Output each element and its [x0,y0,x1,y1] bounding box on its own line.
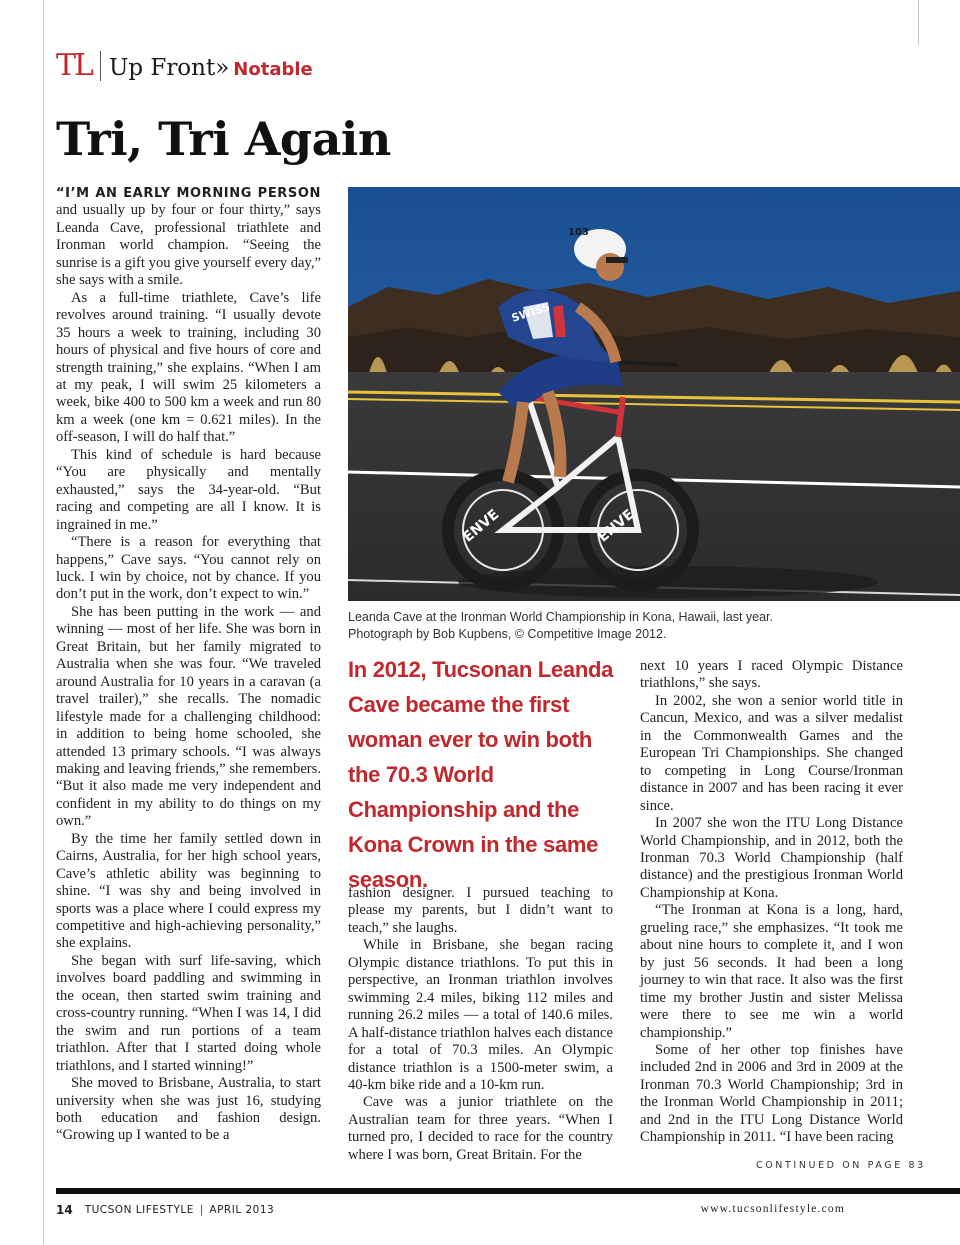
body-paragraph: By the time her family settled down in Cairns, Australia, for her high school years, Cave’s athletic ability was beginning to shine. “I was shy and being involved in sports was a place where I could express my competitive and high-achieving personality,” she explains. [56,830,321,952]
body-paragraph: “I’M AN EARLY MORNING PERSON and usually up by four or four thirty,” says Leanda Cave, professional triathlete and Ironman world champion. “Seeing the sunrise is a gift you give yourself every day,” she says with a smile. [56,186,321,289]
tl-logo: TL [56,48,92,83]
caption-line: Leanda Cave at the Ironman World Championship in Kona, Hawaii, last year. [348,610,774,624]
body-column-1 [56,185,321,1170]
footer-rule [56,1188,960,1194]
bib-text: 103 [568,227,589,238]
body-column-2 [348,885,613,1170]
lead-in: “I’M AN EARLY MORNING PERSON [56,186,321,201]
website-url: www.tucsonlifestyle.com [700,1203,845,1215]
article-headline: Tri, Tri Again [56,112,391,166]
page-binding-line [43,0,44,1245]
body-paragraph: In 2007 she won the ITU Long Distance World Championship, and in 2012, both the Ironman 70.3 World Championship (half distance) and the prestigious Ironman World Championship at Kona. [640,815,903,901]
publication-name: TUCSON LIFESTYLE [84,1204,194,1216]
body-paragraph: She has been putting in the work — and winning — most of her life. She was born in Great Britain, but her family migrated to Australia when she was four. “We traveled around Australia for 10 years in a caravan (a travel trailer),” she recalls. The nomadic lifestyle made for a challenging childhood: in addition to being home schooled, she attended 13 primary schools. “I was always making and leaving friends,” she remembers. “But it also made me very independent and confident in my ability to do things on my own.” [56,603,321,830]
cyclist-illustration [348,187,960,601]
svg-text:ENVE: ENVE [595,506,638,546]
body-paragraph: “There is a reason for everything that happens,” Cave says. “You cannot rely on luck. I win by choice, not by chance. If you don’t put in the work, don’t expect to win.” [56,534,321,603]
cyclist-photo [348,187,960,601]
wheel-text: ENVE [460,506,503,546]
body-paragraph: next 10 years I raced Olympic Distance triathlons,” she says. [640,658,903,692]
jersey-text: SWISS [509,300,552,325]
body-paragraph: She began with surf life-saving, which involves board paddling and swimming in the ocean, then started swim training and cross-country running. “When I was 14, I did the swim and run portions of a team triathlon. After that I started doing whole triathlons, and I started winning!” [56,952,321,1074]
header-divider [100,51,101,81]
page-footer [56,1203,274,1217]
photo-credit: Photograph by Bob Kupbens, © Competitive Image 2012. [348,627,667,641]
body-paragraph: In 2002, she won a senior world title in Cancun, Mexico, and was a silver medalist in the Commonwealth Games and the European Tri Championships. She changed to competing in Long Course/Ironman distance in 2007 and has been racing it ever since. [640,692,903,814]
page-binding-line-right [918,0,919,45]
body-paragraph: As a full-time triathlete, Cave’s life revolves around training. “I usually devote 35 hours a week to training, including 30 hours of physical and five hours of core and strength training,” she explains. “When I am at my peak, I will swim 25 kilometers a week, bike 400 to 500 km a week and run 80 km a week (one km = 0.621 miles). In the off-season, I will do half that.” [56,289,321,446]
pull-quote: In 2012, Tucsonan Leanda Cave became the first woman ever to win both the 70.3 World Championship and the Kona Crown in the same season. [348,657,614,892]
photo-caption [348,609,908,643]
body-paragraph: While in Brisbane, she began racing Olympic distance triathlons. To put this in perspective, an Ironman triathlon involves swimming 2.4 miles, biking 112 miles and running 26.2 miles — a total of 140.6 miles. A half-distance triathlon halves each distance for a total of 70.3 miles. An Olympic distance triathlon is a 1500-meter swim, a 40-km bike ride and a 10-km run. [348,937,613,1093]
body-paragraph: Some of her other top finishes have included 2nd in 2006 and 3rd in 2009 at the Ironman 70.3 World Championship; 3rd in the Ironman World Championship in 2011; and 2nd in the ITU Long Distance World Championship in 2011. “I have been racing [640,1041,903,1146]
footer-separator: | [199,1204,204,1216]
continued-notice: CONTINUED ON PAGE 83 [756,1160,926,1171]
body-paragraph: She moved to Brisbane, Australia, to start university when she was just 16, studying both education and fashion design. “Growing up I wanted to be a [56,1075,321,1144]
issue-date: APRIL 2013 [209,1204,275,1216]
section-header [56,48,313,84]
body-column-3 [640,658,903,1153]
page-number: 14 [56,1203,73,1217]
body-paragraph: “The Ironman at Kona is a long, hard, grueling race,” she emphasizes. “It took me about nine hours to complete it, and I won by just 56 seconds. It had been a long journey to win that race. It also was the first time my brother Justin and sister Melissa were there to see me win a world championship.” [640,902,903,1041]
body-paragraph: fashion designer. I pursued teaching to please my parents, but I didn’t want to teach,” she laughs. [348,885,613,936]
body-paragraph: Cave was a junior triathlete on the Australian team for three years. “When I turned pro, I decided to race for the country where I was born, Great Britain. For the [348,1094,613,1163]
body-paragraph: This kind of schedule is hard because “You are physically and mentally exhausted,” says the 34-year-old. “But racing and competing are all I know. It is ingrained in me.” [56,446,321,533]
section-label: Up Front» [108,55,230,81]
subsection-label: Notable [233,59,313,80]
